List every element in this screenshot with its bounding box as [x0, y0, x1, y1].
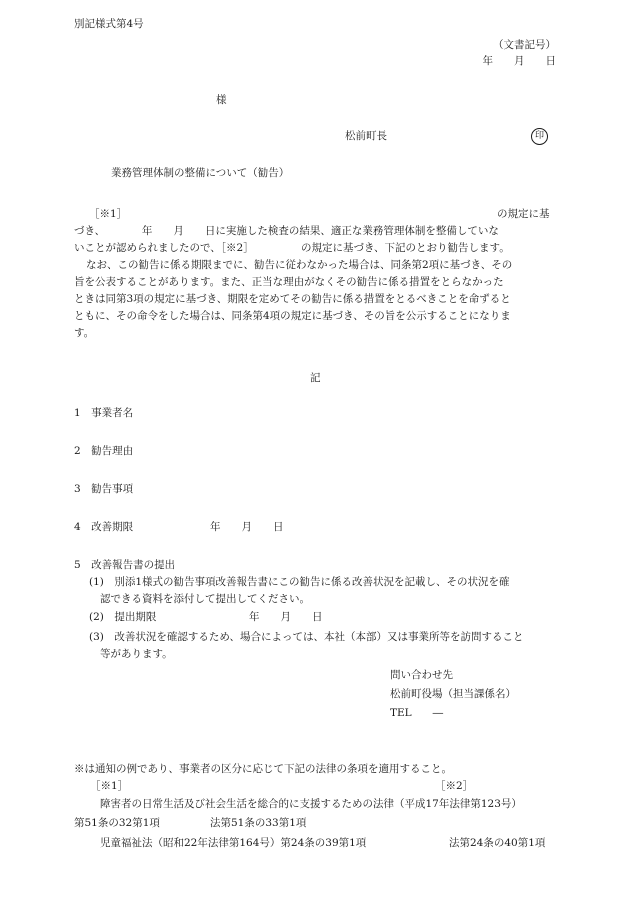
subitem-3-cont: 等があります。	[100, 648, 173, 660]
note-ref-2: ［※2］	[435, 780, 474, 792]
law-2: 児童福祉法（昭和22年法律第164号）第24条の39第1項	[100, 837, 367, 849]
addressee-suffix: 様	[216, 94, 227, 106]
item-report-submission: 5 改善報告書の提出	[74, 559, 176, 571]
body-text: なお、この勧告に係る期限までに、勧告に従わなかった場合は、同条第2項に基づき、その	[86, 259, 513, 271]
form-label: 別記様式第4号	[74, 18, 144, 30]
body-text: ともに、その命令をした場合は、同条第4項の規定に基づき、その旨を公示することになりま	[74, 310, 511, 322]
law-2-article-b: 法第24条の40第1項	[449, 837, 546, 849]
subitem-3: (3) 改善状況を確認するため、場合によっては、本社（本部）又は事業所等を訪問すること	[89, 631, 524, 643]
subitem-2: (2) 提出期限	[89, 611, 157, 623]
document-title: 業務管理体制の整備について（勧告）	[111, 167, 290, 179]
item-improvement-deadline: 4 改善期限	[74, 521, 134, 533]
contact-heading: 問い合わせ先	[390, 669, 453, 681]
item-recommendation-reason: 2 勧告理由	[74, 445, 134, 457]
sender-name: 松前町長	[345, 130, 387, 142]
body-text: す。	[74, 327, 95, 339]
law-1: 障害者の日常生活及び社会生活を総合的に支援するための法律（平成17年法律第123号）	[100, 798, 522, 810]
seal-mark: 印	[531, 128, 548, 145]
item-improvement-deadline-date: 年 月 日	[210, 521, 284, 533]
ref-placeholder-1: ［※1］	[89, 208, 128, 220]
note-ref-1: ［※1］	[90, 780, 129, 792]
ki-heading: 記	[310, 372, 321, 384]
contact-tel: TEL ―	[390, 707, 444, 719]
note-line: ※は通知の例であり、事業者の区分に応じて下記の法律の条項を適用すること。	[74, 763, 452, 775]
law-1-article-b: 法第51条の33第1項	[210, 817, 307, 829]
issue-date: 年 月 日	[482, 55, 556, 67]
subitem-1-cont: 認できる資料を添付して提出してください。	[100, 593, 310, 605]
body-text: づき、 年 月 日に実施した検査の結果、適正な業務管理体制を整備していな	[74, 225, 499, 237]
subitem-1: (1) 別添1様式の勧告事項改善報告書にこの勧告に係る改善状況を記載し、その状況を確	[89, 576, 510, 588]
item-business-name: 1 事業者名	[74, 407, 134, 419]
subitem-2-date: 年 月 日	[249, 611, 323, 623]
body-text: ときは同第3項の規定に基づき、期限を定めてその勧告に係る措置をとるべきことを命ずると	[74, 293, 511, 305]
item-recommendation-matters: 3 勧告事項	[74, 483, 134, 495]
law-1-article-a: 第51条の32第1項	[74, 817, 160, 829]
body-text: の規定に基	[497, 208, 550, 220]
document-number: （文書記号）	[493, 39, 556, 51]
body-text: いことが認められましたので、［※2］ の規定に基づき、下記のとおり勧告します。	[74, 242, 510, 254]
body-text: 旨を公表することがあります。また、正当な理由がなくその勧告に係る措置をとらなかった	[74, 276, 504, 288]
contact-office: 松前町役場（担当課係名）	[390, 688, 516, 700]
